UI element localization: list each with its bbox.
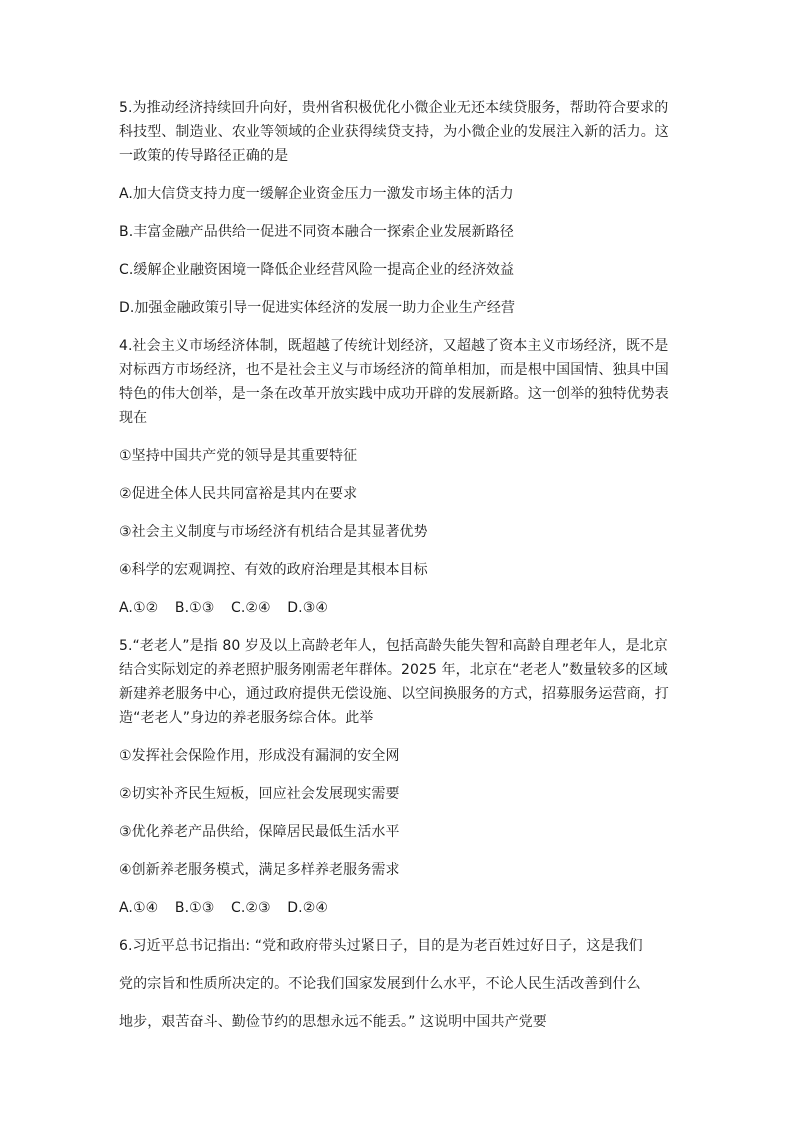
question-stem: 5.“老老人”是指 80 岁及以上高龄老年人，包括高龄失能失智和高龄自理老年人，是北京结合实际划定的养老照护服务刚需老年群体。2025 年，北京在“老老人”数量较多的区域新建养老服务中心，通过政府提供无偿设施、以空间换服务的方式，招募服务运营商，打造“老老人”身边的养老服务综合体。此举 [119, 638, 669, 726]
option-c: C.缓解企业融资困境一降低企业经营风险一提高企业的经济效益 [119, 262, 515, 278]
statement-item: ②切实补齐民生短板，回应社会发展现实需要 [119, 786, 400, 802]
choice-b: B.①③ [174, 900, 215, 916]
choice-c: C.②③ [230, 900, 271, 916]
option-a: A.加大信贷支持力度一缓解企业资金压力一激发市场主体的活力 [119, 186, 514, 202]
choice-b: B.①③ [174, 600, 215, 616]
option-b: B.丰富金融产品供给一促进不同资本融合一探索企业发展新路径 [119, 224, 514, 240]
answer-choices [119, 896, 679, 920]
choice-d: D.③④ [287, 600, 329, 616]
question-stem: 5.为推动经济持续回升向好，贵州省积极优化小微企业无还本续贷服务，帮助符合要求的科技型、制造业、农业等领域的企业获得续贷支持，为小微企业的发展注入新的活力。这一政策的传导路径正确的是 [119, 100, 669, 164]
question-stem: 4.社会主义市场经济体制，既超越了传统计划经济，又超越了资本主义市场经济，既不是对标西方市场经济，也不是社会主义与市场经济的简单相加，而是根中国国情、独具中国特色的伟大创举，是一条在改革开放实践中成功开辟的发展新路。这一创举的独特优势表现在 [119, 338, 669, 426]
statement-item: ①坚持中国共产党的领导是其重要特征 [119, 448, 358, 464]
statement-item: ③优化养老产品供给，保障居民最低生活水平 [119, 824, 400, 840]
statement-item: ③社会主义制度与市场经济有机结合是其显著优势 [119, 524, 428, 540]
choice-a: A.①④ [119, 900, 159, 916]
choice-d: D.②④ [287, 900, 329, 916]
question-list [119, 96, 679, 1034]
option-d: D.加强金融政策引导一促进实体经济的发展一助力企业生产经营 [119, 300, 516, 316]
statement-item: ④科学的宏观调控、有效的政府治理是其根本目标 [119, 562, 428, 578]
statement-item: ①发挥社会保险作用，形成没有漏洞的安全网 [119, 748, 400, 764]
choice-a: A.①② [119, 600, 159, 616]
choice-c: C.②④ [230, 600, 271, 616]
stem-line: 党的宗旨和性质所决定的。不论我们国家发展到什么水平，不论人民生活改善到什么 [119, 976, 641, 992]
statement-item: ②促进全体人民共同富裕是其内在要求 [119, 486, 358, 502]
statement-item: ④创新养老服务模式，满足多样养老服务需求 [119, 862, 400, 878]
question-stem [119, 934, 679, 1034]
stem-line: 地步，艰苦奋斗、勤俭节约的思想永远不能丢。” 这说明中国共产党要 [119, 1014, 547, 1030]
answer-choices [119, 596, 679, 620]
stem-line: 6.习近平总书记指出: “党和政府带头过紧日子，目的是为老百姓过好日子，这是我们 [119, 938, 643, 954]
